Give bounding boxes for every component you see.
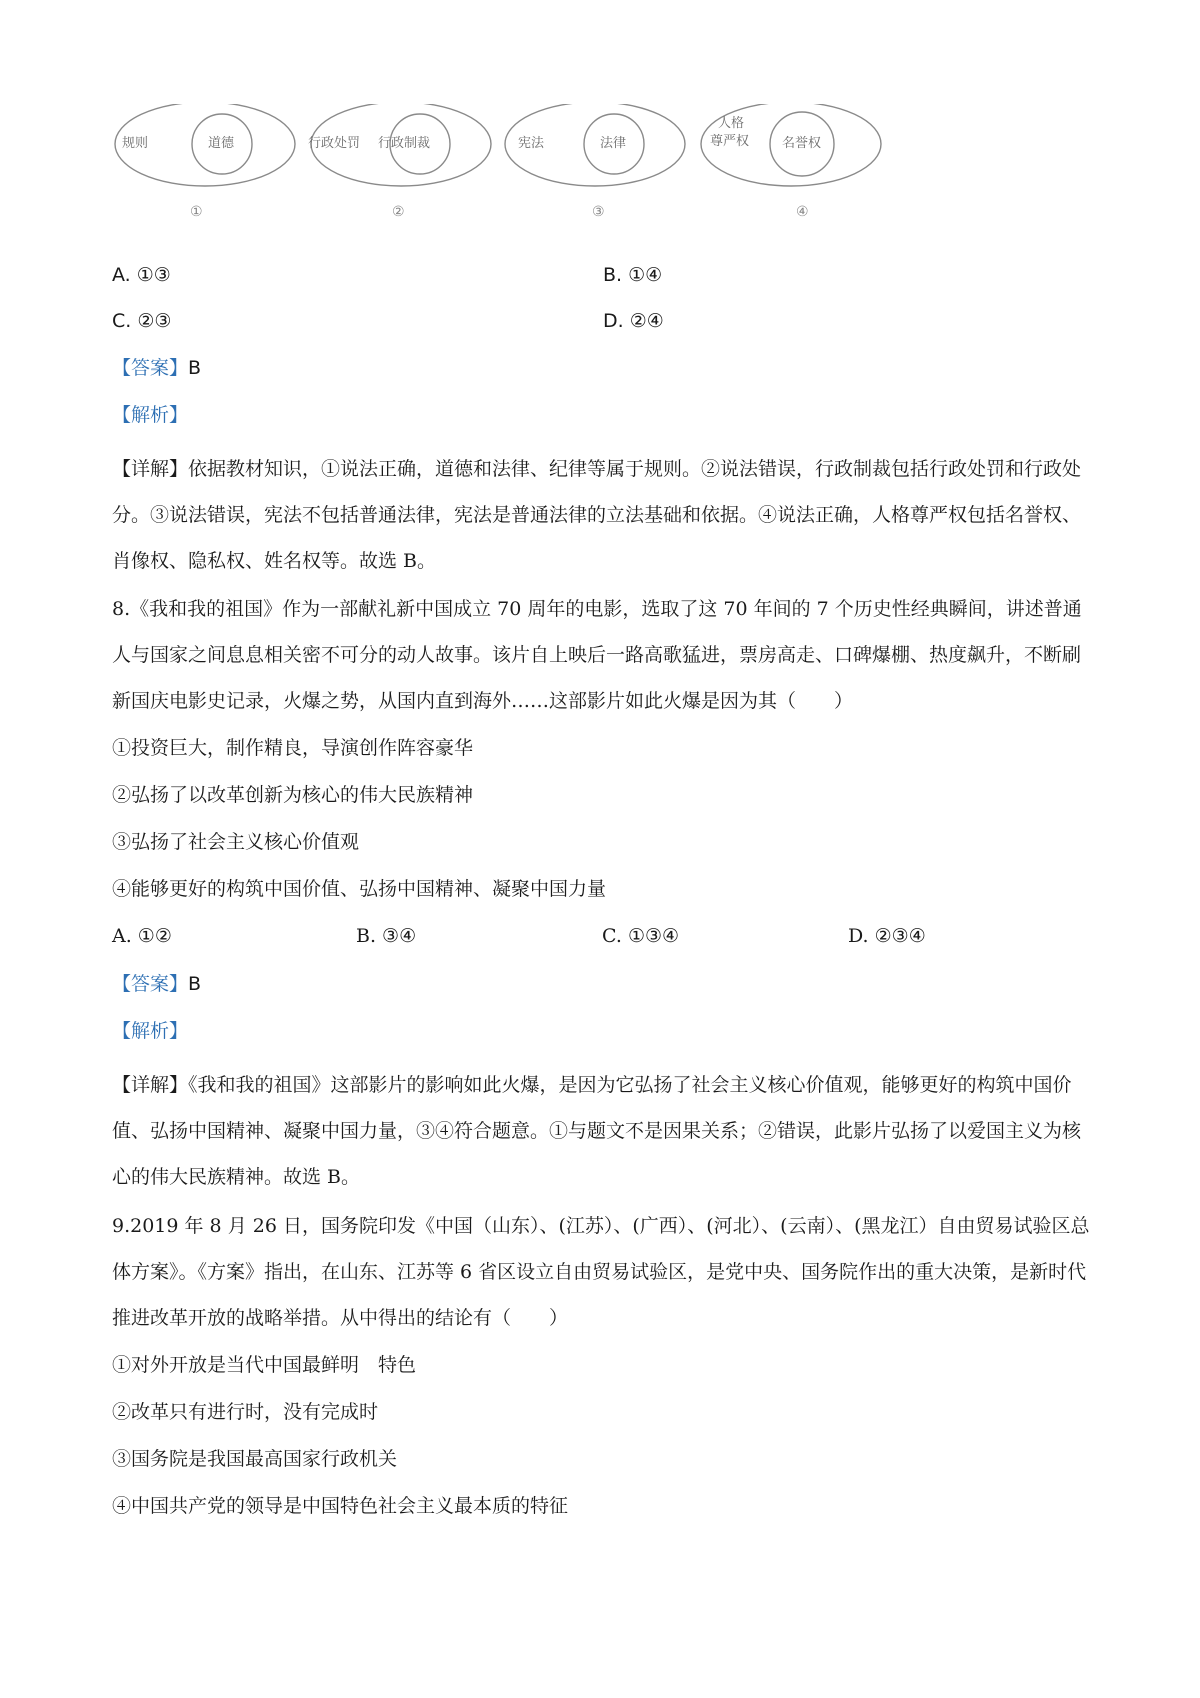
q8-detail [112,1062,1098,1200]
q9-statement-4: ④中国共产党的领导是中国特色社会主义最本质的特征 [112,1495,569,1517]
diagram-2 [308,104,508,244]
q7-option-a: A. ①③ [112,264,171,286]
diagram-1-number: ① [190,204,203,220]
q7-option-c: C. ②③ [112,310,172,332]
q7-option-d: D. ②④ [603,310,664,332]
q8-answer-tag: 【答案】 [112,973,189,995]
q7-answer [112,353,201,383]
q8-statement-1: ①投资巨大，制作精良，导演创作阵容豪华 [112,737,474,759]
q8-statement-3: ③弘扬了社会主义核心价值观 [112,831,360,853]
diagram-4-outer-label-1: 人格 [718,116,745,131]
diagram-2-outer-label: 行政处罚 [308,136,361,151]
diagram-1-outer-label: 规则 [122,136,149,151]
diagram-4-inner-label: 名誉权 [782,136,822,151]
q9-statement-2: ②改革只有进行时，没有完成时 [112,1401,379,1423]
q8-statement-2: ②弘扬了以改革创新为核心的伟大民族精神 [112,784,474,806]
q7-detail [112,446,1098,584]
concept-diagrams [112,104,962,244]
diagram-3-number: ③ [592,204,605,220]
q8-option-d: D. ②③④ [848,925,926,947]
q8-detail-text: 《我和我的祖国》这部影片的影响如此火爆，是因为它弘扬了社会主义核心价值观，能够更好的构筑中国价值、弘扬中国精神、凝聚中国力量，③④符合题意。①与题文不是因果关系；②错误，此影片弘扬了以爱国主义为核心的伟大民族精神。故选 B。 [112,1074,1082,1188]
q8-stem: 8.《我和我的祖国》作为一部献礼新中国成立 70 周年的电影，选取了这 70 年间的 7 个历史性经典瞬间，讲述普通人与国家之间息息相关密不可分的动人故事。该片自上映后一路高歌猛进，票房高走、口碑爆棚、热度飙升，不断刷新国庆电影史记录，火爆之势，从国内直到海外……这部影片如此火爆是因为其（ ） [112,598,1082,712]
q8-option-a: A. ①② [112,925,172,947]
diagram-2-number: ② [392,204,405,220]
q7-option-b: B. ①④ [603,264,663,286]
diagram-1 [112,104,312,244]
diagram-4 [698,104,898,244]
diagram-3-outer-label: 宪法 [518,136,545,151]
q7-analysis-tag: 【解析】 [112,404,189,426]
q8-answer [112,969,201,999]
q7-answer-tag: 【答案】 [112,357,189,379]
diagram-1-inner-label: 道德 [208,136,235,151]
q8-detail-tag: 【详解】 [112,1074,189,1096]
q7-detail-tag: 【详解】 [112,458,189,480]
diagram-3-inner-label: 法律 [600,136,627,151]
q8-option-c: C. ①③④ [602,925,680,947]
diagram-2-inner-label: 行政制裁 [378,136,431,151]
nested-ellipses-1 [112,104,312,224]
q8-option-b: B. ③④ [356,925,417,947]
q9-stem: 9.2019 年 8 月 26 日，国务院印发《中国（山东）、(江苏）、(广西）、(河北）、(云南）、(黑龙江）自由贸易试验区总体方案》。《方案》指出，在山东、江苏等 6 省区设立自由贸易试验区，是党中央、国务院作出的重大决策，是新时代推进改革开放的战略举措。从中得出的结论有（ ） [112,1215,1090,1329]
q8-statement-4: ④能够更好的构筑中国价值、弘扬中国精神、凝聚中国力量 [112,878,607,900]
nested-ellipses-2 [308,104,508,224]
q7-answer-value: B [188,357,202,379]
q8-answer-value: B [188,973,202,995]
q8-analysis-tag: 【解析】 [112,1020,189,1042]
diagram-4-number: ④ [796,204,809,220]
q9-statement-1: ①对外开放是当代中国最鲜明 特色 [112,1354,417,1376]
q9-statement-3: ③国务院是我国最高国家行政机关 [112,1448,398,1470]
q7-detail-text: 依据教材知识，①说法正确，道德和法律、纪律等属于规则。②说法错误，行政制裁包括行政处罚和行政处分。③说法错误，宪法不包括普通法律，宪法是普通法律的立法基础和依据。④说法正确，人格尊严权包括名誉权、肖像权、隐私权、姓名权等。故选 B。 [112,458,1082,572]
diagram-4-outer-label-2: 尊严权 [710,134,750,149]
diagram-3 [502,104,702,244]
